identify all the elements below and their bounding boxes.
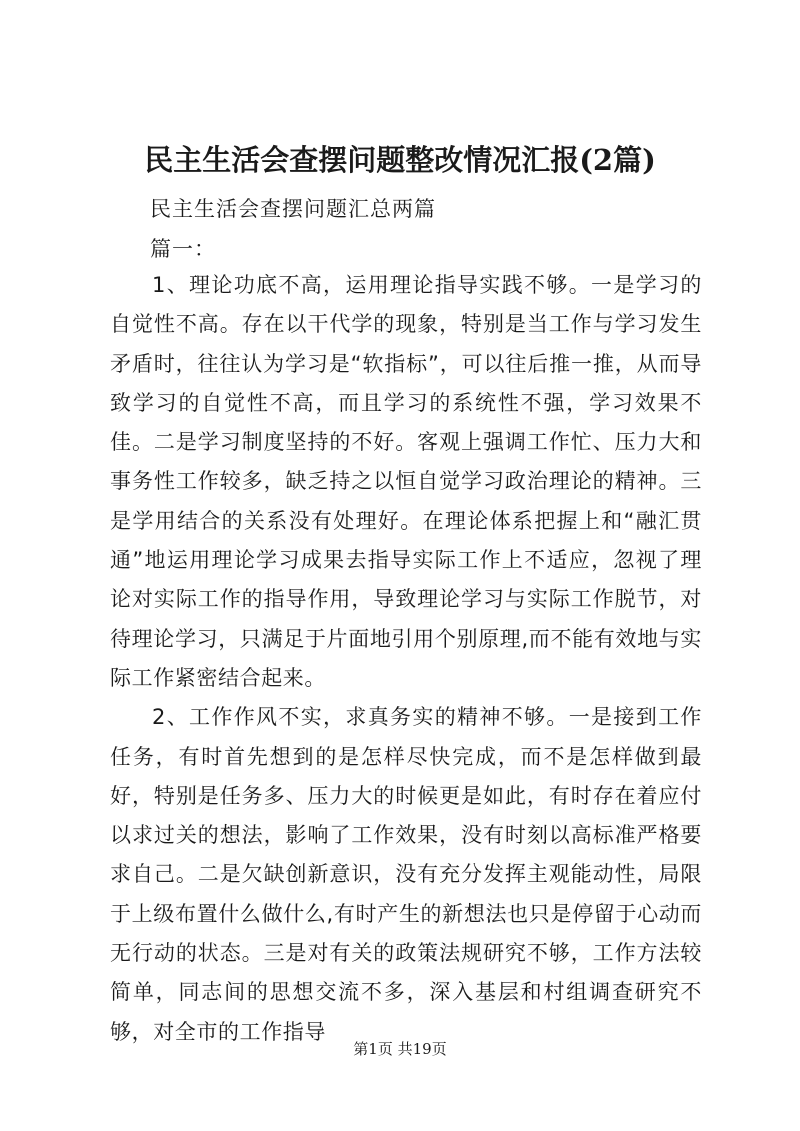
paragraph-2: 2、工作作风不实，求真务实的精神不够。一是接到工作任务，有时首先想到的是怎样尽快完成，而不是怎样做到最好，特别是任务多、压力大的时候更是如此，有时存在着应付以求过关的想法，影响了工作效果，没有时刻以高标准严格要求自己。二是欠缺创新意识，没有充分发挥主观能动性，局限于上级布置什么做什么,有时产生的新想法也只是停留于心动而无行动的状态。三是对有关的政策法规研究不够，工作方法较简单，同志间的思想交流不多，深入基层和村组调查研究不够，对全市的工作指导 — [110, 705, 702, 1044]
section-label: 篇一： — [150, 237, 216, 261]
page-footer: 第1页 共19页 — [353, 1040, 447, 1058]
document-title: 民主生活会查摆问题整改情况汇报(2篇) — [144, 143, 656, 177]
document-subtitle: 民主生活会查摆问题汇总两篇 — [150, 197, 436, 221]
paragraph-1: 1、理论功底不高，运用理论指导实践不够。一是学习的自觉性不高。存在以干代学的现象，特别是当工作与学习发生矛盾时，往往认为学习是“软指标”，可以往后推一推，从而导致学习的自觉性不高，而且学习的系统性不强，学习效果不佳。二是学习制度坚持的不好。客观上强调工作忙、压力大和事务性工作较多，缺乏持之以恒自觉学习政治理论的精神。三是学用结合的关系没有处理好。在理论体系把握上和“融汇贯通”地运用理论学习成果去指导实际工作上不适应，忽视了理论对实际工作的指导作用，导致理论学习与实际工作脱节，对待理论学习，只满足于片面地引用个别原理,而不能有效地与实际工作紧密结合起来。 — [110, 273, 702, 690]
document-body — [110, 266, 702, 1052]
